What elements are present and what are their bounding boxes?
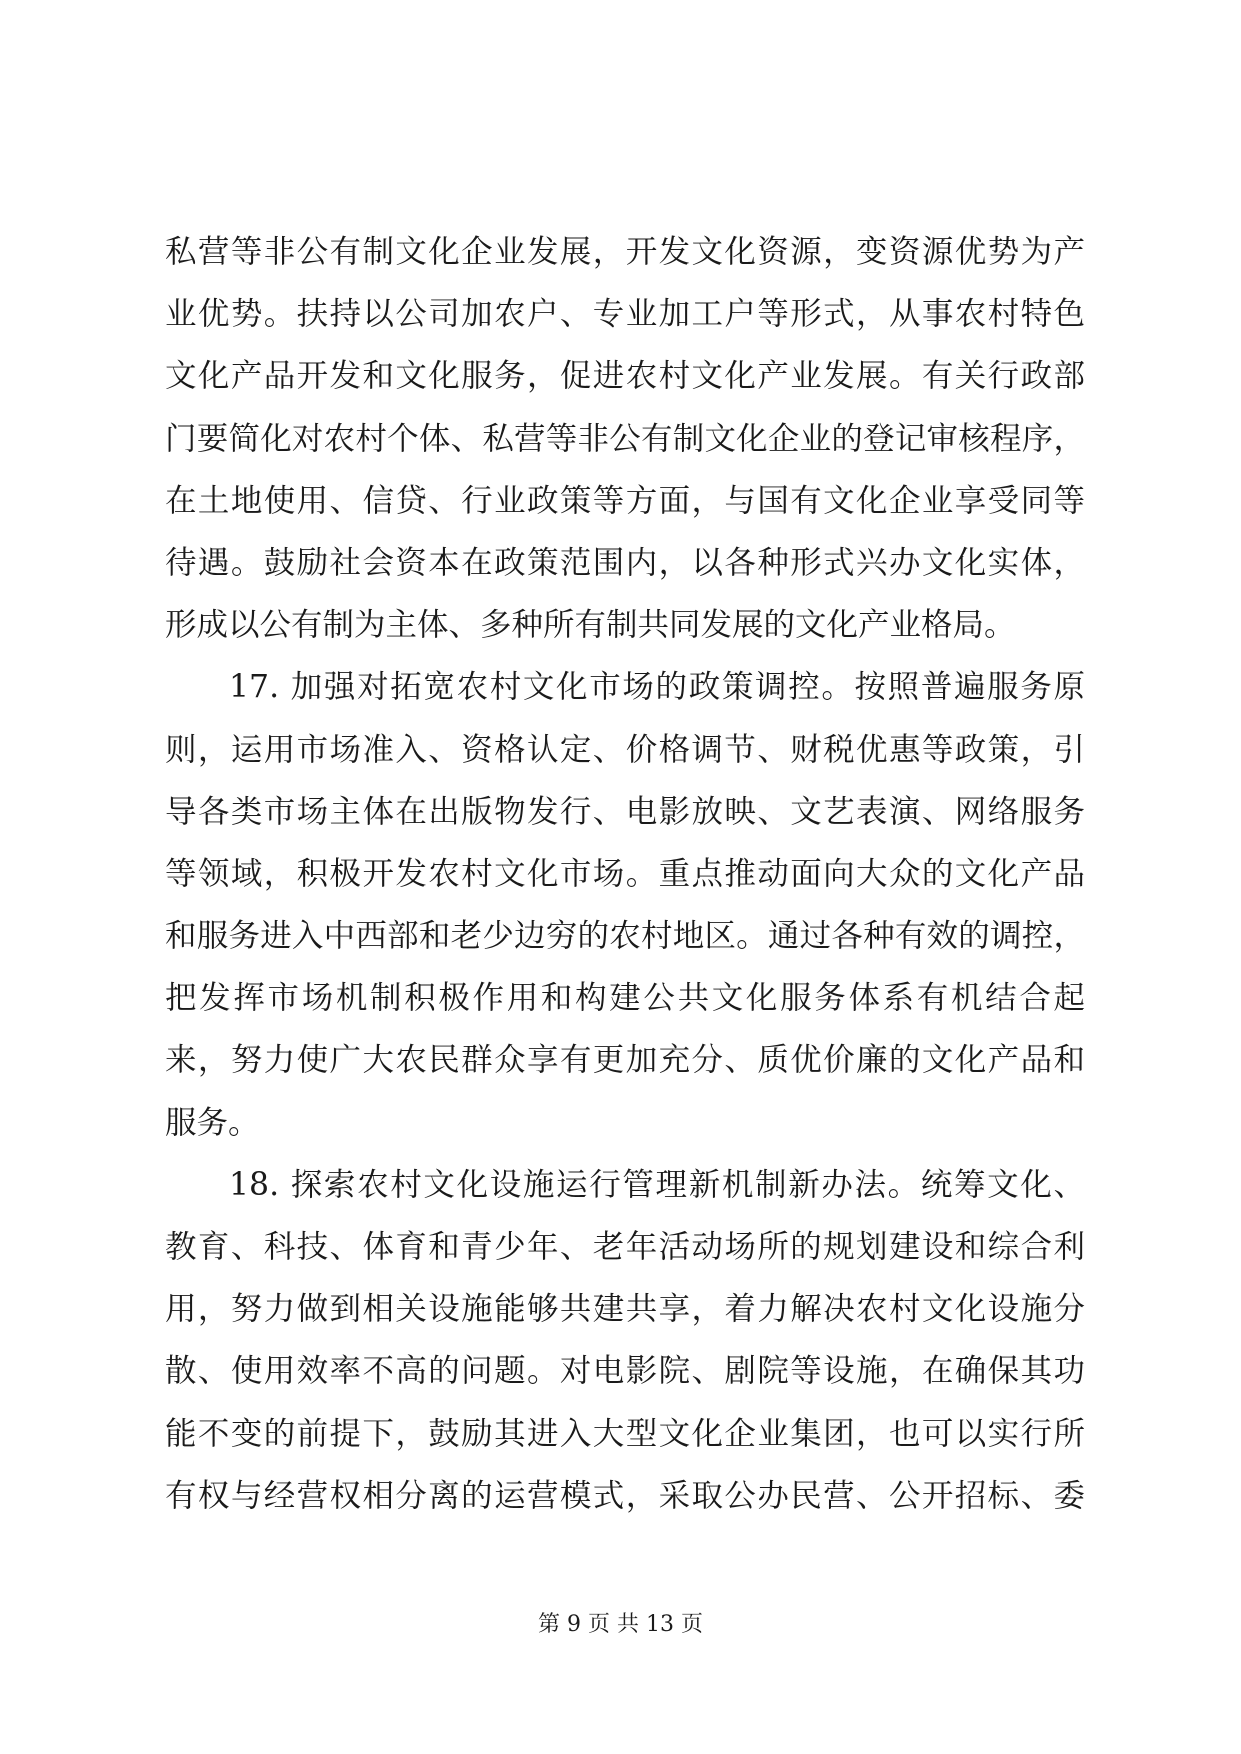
text-line: 门要简化对农村个体、私营等非公有制文化企业的登记审核程序，	[165, 420, 1085, 457]
text-line: 服务。	[165, 1104, 260, 1141]
text-line: 能不变的前提下，鼓励其进入大型文化企业集团，也可以实行所	[165, 1415, 1085, 1452]
text-line: 教育、科技、体育和青少年、老年活动场所的规划建设和综合利	[165, 1229, 1085, 1265]
text-line: 等领域，积极开发农村文化市场。重点推动面向大众的文化产品	[165, 855, 1085, 892]
text-line: 把发挥市场机制积极作用和构建公共文化服务体系有机结合起	[165, 980, 1085, 1017]
page-number-footer: 第 9 页 共 13 页	[538, 1612, 703, 1637]
paragraph-18-heading-line: 18. 探索农村文化设施运行管理新机制新办法。统筹文化、	[229, 1166, 1085, 1203]
text-line: 私营等非公有制文化企业发展，开发文化资源，变资源优势为产	[165, 234, 1085, 270]
text-line: 用，努力做到相关设施能够共建共享，着力解决农村文化设施分	[165, 1291, 1085, 1328]
text-line: 散、使用效率不高的问题。对电影院、剧院等设施，在确保其功	[165, 1353, 1085, 1390]
body-text	[165, 221, 1085, 1527]
paragraph-17-heading-line: 17. 加强对拓宽农村文化市场的政策调控。按照普遍服务原	[229, 669, 1085, 706]
text-line: 在土地使用、信贷、行业政策等方面，与国有文化企业享受同等	[165, 482, 1085, 519]
text-line: 文化产品开发和文化服务，促进农村文化产业发展。有关行政部	[165, 358, 1085, 395]
text-line: 业优势。扶持以公司加农户、专业加工户等形式，从事农村特色	[165, 296, 1085, 333]
text-line: 则，运用市场准入、资格认定、价格调节、财税优惠等政策，引	[165, 731, 1085, 768]
text-line: 有权与经营权相分离的运营模式，采取公办民营、公开招标、委	[165, 1477, 1085, 1514]
text-line: 形成以公有制为主体、多种所有制共同发展的文化产业格局。	[165, 607, 1016, 644]
text-line: 待遇。鼓励社会资本在政策范围内，以各种形式兴办文化实体，	[165, 544, 1085, 581]
text-line: 导各类市场主体在出版物发行、电影放映、文艺表演、网络服务	[165, 793, 1085, 830]
text-line: 和服务进入中西部和老少边穷的农村地区。通过各种有效的调控，	[165, 918, 1085, 955]
text-line: 来，努力使广大农民群众享有更加充分、质优价廉的文化产品和	[165, 1042, 1085, 1079]
